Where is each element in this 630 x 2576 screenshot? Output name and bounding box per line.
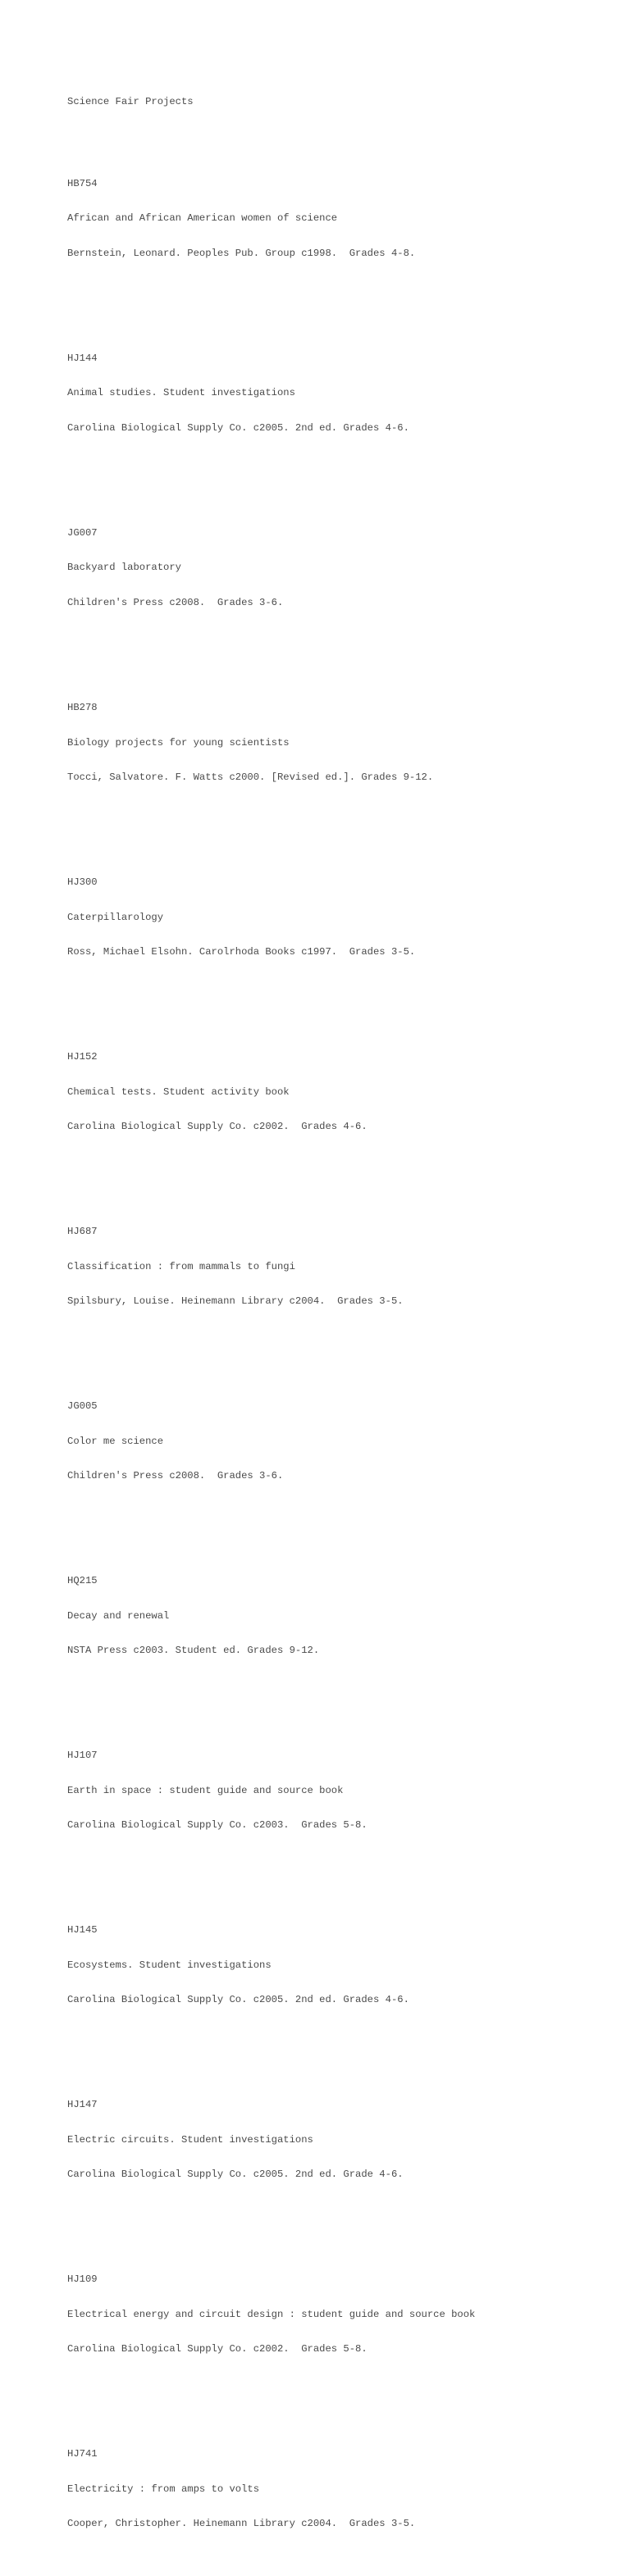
book-title: Biology projects for young scientists bbox=[67, 736, 290, 749]
book-details: Tocci, Salvatore. F. Watts c2000. [Revised ed.]. Grades 9-12. bbox=[67, 771, 434, 784]
book-entry-10 bbox=[67, 1727, 609, 1855]
book-entry-1 bbox=[67, 154, 609, 282]
call-number: HJ147 bbox=[67, 2099, 98, 2111]
book-details: Carolina Biological Supply Co. c2005. 2nd ed. Grades 4-6. bbox=[67, 1994, 409, 2006]
book-details: Carolina Biological Supply Co. c2005. 2nd ed. Grade 4-6. bbox=[67, 2169, 404, 2181]
book-entry-4 bbox=[67, 679, 609, 807]
book-details: NSTA Press c2003. Student ed. Grades 9-12. bbox=[67, 1645, 320, 1657]
call-number: HJ152 bbox=[67, 1050, 98, 1063]
call-number: HJ687 bbox=[67, 1226, 98, 1237]
book-entry-6 bbox=[67, 1028, 609, 1156]
document-page bbox=[67, 73, 609, 2576]
book-details: Carolina Biological Supply Co. c2003. Grades 5-8. bbox=[67, 1819, 368, 1832]
call-number: JG007 bbox=[67, 526, 98, 539]
book-title: African and African American women of science bbox=[67, 212, 338, 225]
call-number: HJ741 bbox=[67, 2448, 98, 2460]
book-entry-12 bbox=[67, 2076, 609, 2204]
book-title: Animal studies. Student investigations bbox=[67, 387, 295, 399]
book-title: Ecosystems. Student investigations bbox=[67, 1959, 272, 1971]
book-entry-11 bbox=[67, 1901, 609, 2029]
book-title: Electric circuits. Student investigations bbox=[67, 2133, 313, 2146]
book-entry-5 bbox=[67, 853, 609, 981]
book-entry-14 bbox=[67, 2425, 609, 2553]
book-entry-7 bbox=[67, 1203, 609, 1331]
book-details: Ross, Michael Elsohn. Carolrhoda Books c1997. Grades 3-5. bbox=[67, 946, 416, 958]
book-details: Children's Press c2008. Grades 3-6. bbox=[67, 1470, 284, 1482]
call-number: JG005 bbox=[67, 1400, 98, 1413]
book-details: Carolina Biological Supply Co. c2002. Grades 4-6. bbox=[67, 1121, 368, 1133]
book-details: Cooper, Christopher. Heinemann Library c2004. Grades 3-5. bbox=[67, 2518, 416, 2530]
call-number: HJ109 bbox=[67, 2273, 98, 2286]
book-title: Color me science bbox=[67, 1435, 164, 1447]
call-number: HB754 bbox=[67, 177, 98, 189]
book-entry-2 bbox=[67, 329, 609, 457]
book-details: Children's Press c2008. Grades 3-6. bbox=[67, 597, 284, 609]
call-number: HJ300 bbox=[67, 876, 98, 888]
book-title: Classification : from mammals to fungi bbox=[67, 1260, 295, 1272]
book-details: Spilsbury, Louise. Heinemann Library c2004. Grades 3-5. bbox=[67, 1295, 404, 1308]
book-title: Caterpillarology bbox=[67, 911, 164, 923]
book-title: Backyard laboratory bbox=[67, 562, 181, 574]
call-number: HJ107 bbox=[67, 1750, 98, 1762]
document-title: Science Fair Projects bbox=[67, 96, 194, 108]
book-entry-9 bbox=[67, 1552, 609, 1680]
book-title: Electricity : from amps to volts bbox=[67, 2483, 260, 2495]
book-title: Earth in space : student guide and source book bbox=[67, 1784, 344, 1796]
call-number: HQ215 bbox=[67, 1575, 98, 1587]
call-number: HJ145 bbox=[67, 1924, 98, 1937]
call-number: HJ144 bbox=[67, 352, 98, 364]
book-details: Bernstein, Leonard. Peoples Pub. Group c1998. Grades 4-8. bbox=[67, 248, 416, 260]
book-entry-13 bbox=[67, 2251, 609, 2378]
book-entry-3 bbox=[67, 503, 609, 631]
book-entry-8 bbox=[67, 1377, 609, 1505]
book-title: Decay and renewal bbox=[67, 1609, 170, 1622]
book-title: Chemical tests. Student activity book bbox=[67, 1085, 290, 1098]
book-title: Electrical energy and circuit design : student guide and source book bbox=[67, 2308, 476, 2320]
call-number: HB278 bbox=[67, 701, 98, 713]
book-details: Carolina Biological Supply Co. c2002. Grades 5-8. bbox=[67, 2343, 368, 2355]
book-details: Carolina Biological Supply Co. c2005. 2nd ed. Grades 4-6. bbox=[67, 422, 409, 435]
